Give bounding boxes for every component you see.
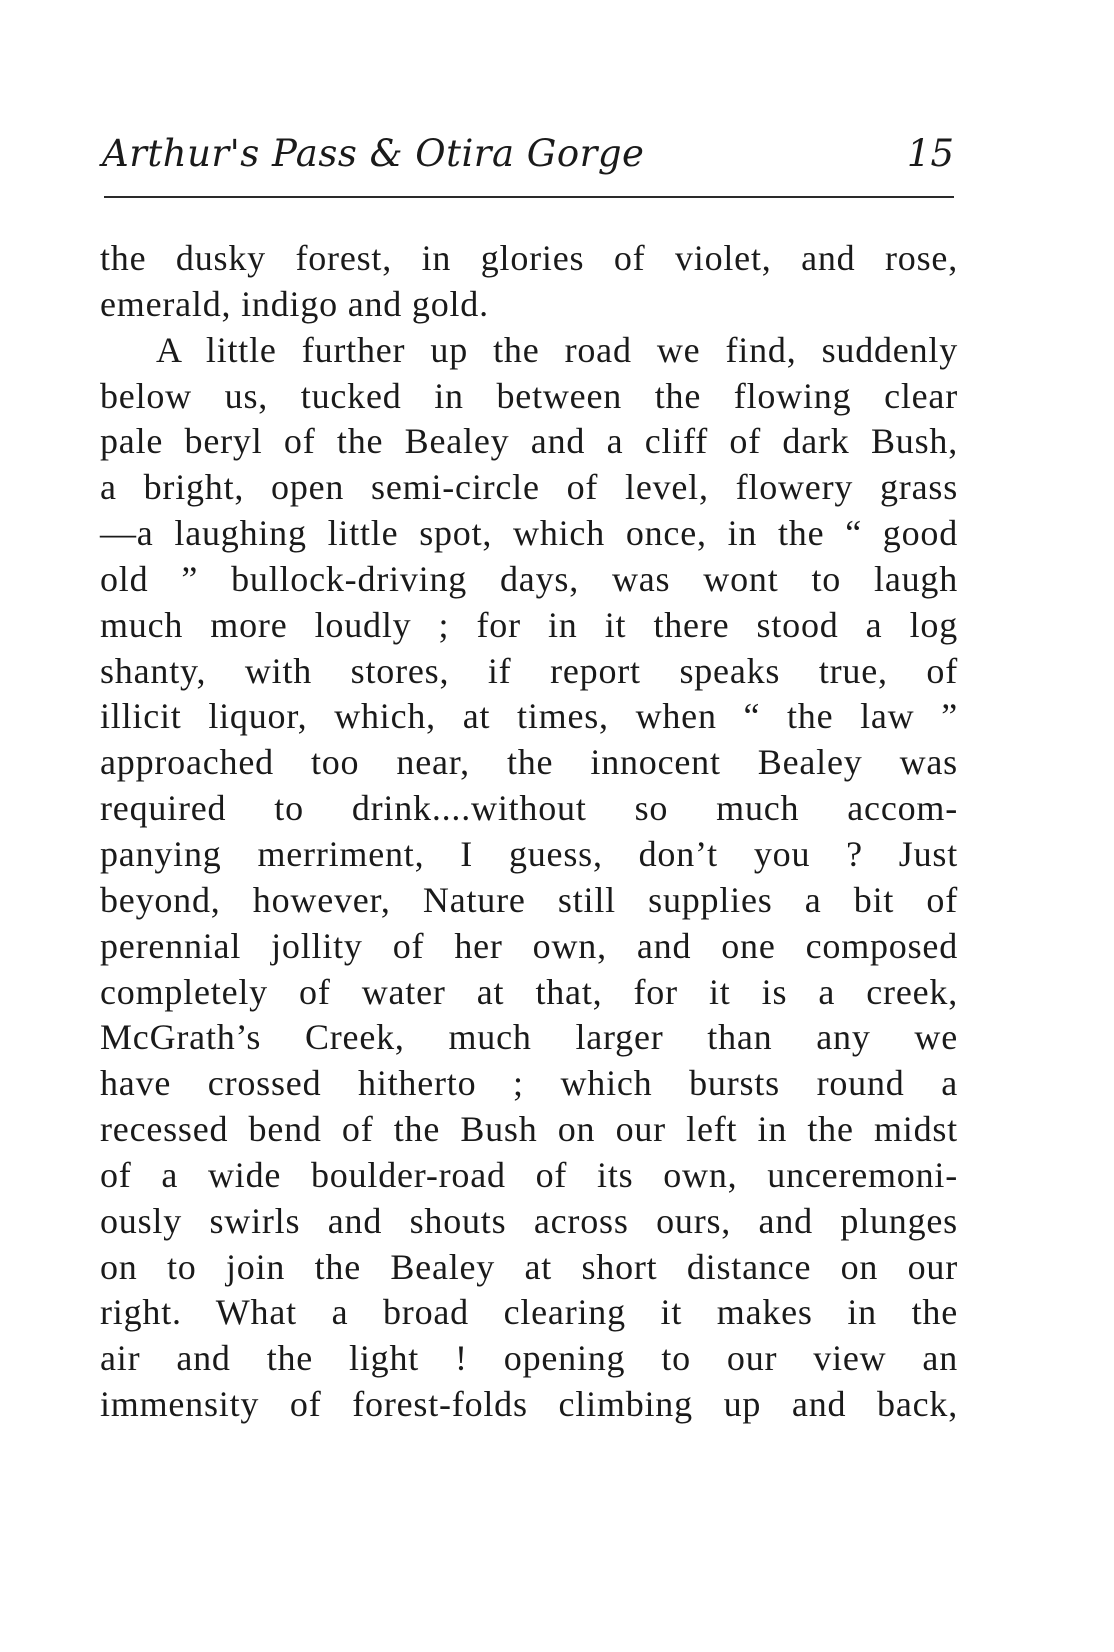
- text-line: of a wide boulder-road of its own, unceremoni-: [100, 1154, 958, 1195]
- text-line: immensity of forest-folds climbing up and back,: [100, 1384, 958, 1425]
- text-line: emerald, indigo and gold.: [100, 283, 489, 324]
- text-line: completely of water at that, for it is a creek,: [100, 971, 958, 1012]
- text-line: have crossed hitherto ; which bursts round a: [100, 1063, 958, 1104]
- text-line: ously swirls and shouts across ours, and plunges: [100, 1200, 958, 1241]
- text-line: —a laughing little spot, which once, in the “ good: [100, 513, 958, 554]
- text-line: illicit liquor, which, at times, when “ the law ”: [100, 696, 958, 737]
- text-line: on to join the Bealey at short distance on our: [100, 1246, 958, 1287]
- text-line: shanty, with stores, if report speaks true, of: [100, 650, 958, 691]
- text-line: air and the light ! opening to our view an: [100, 1338, 958, 1379]
- running-head: [102, 126, 954, 182]
- body-text: [100, 236, 958, 1428]
- text-line: required to drink....without so much accom-: [100, 788, 958, 829]
- text-line: approached too near, the innocent Bealey was: [100, 742, 958, 783]
- text-line: the dusky forest, in glories of violet, and rose,: [100, 238, 958, 278]
- text-line: recessed bend of the Bush on our left in the midst: [100, 1109, 958, 1150]
- running-head-title: Arthur's Pass & Otira Gorge: [102, 132, 645, 175]
- text-line: below us, tucked in between the flowing clear: [100, 375, 958, 416]
- text-line: much more loudly ; for in it there stood a log: [100, 604, 958, 645]
- text-line: McGrath’s Creek, much larger than any we: [100, 1017, 958, 1058]
- text-line: panying merriment, I guess, don’t you ? Just: [100, 833, 958, 874]
- text-line: old ” bullock-driving days, was wont to laugh: [100, 558, 958, 599]
- text-line: perennial jollity of her own, and one composed: [100, 925, 958, 966]
- text-line: A little further up the road we find, suddenly: [156, 329, 958, 370]
- text-line: beyond, however, Nature still supplies a bit of: [100, 879, 958, 920]
- page-number: 15: [906, 132, 954, 175]
- header-rule: [104, 196, 954, 198]
- text-line: pale beryl of the Bealey and a cliff of dark Bush,: [100, 421, 958, 462]
- text-line: a bright, open semi-circle of level, flowery grass: [100, 467, 958, 508]
- text-line: right. What a broad clearing it makes in the: [100, 1292, 958, 1333]
